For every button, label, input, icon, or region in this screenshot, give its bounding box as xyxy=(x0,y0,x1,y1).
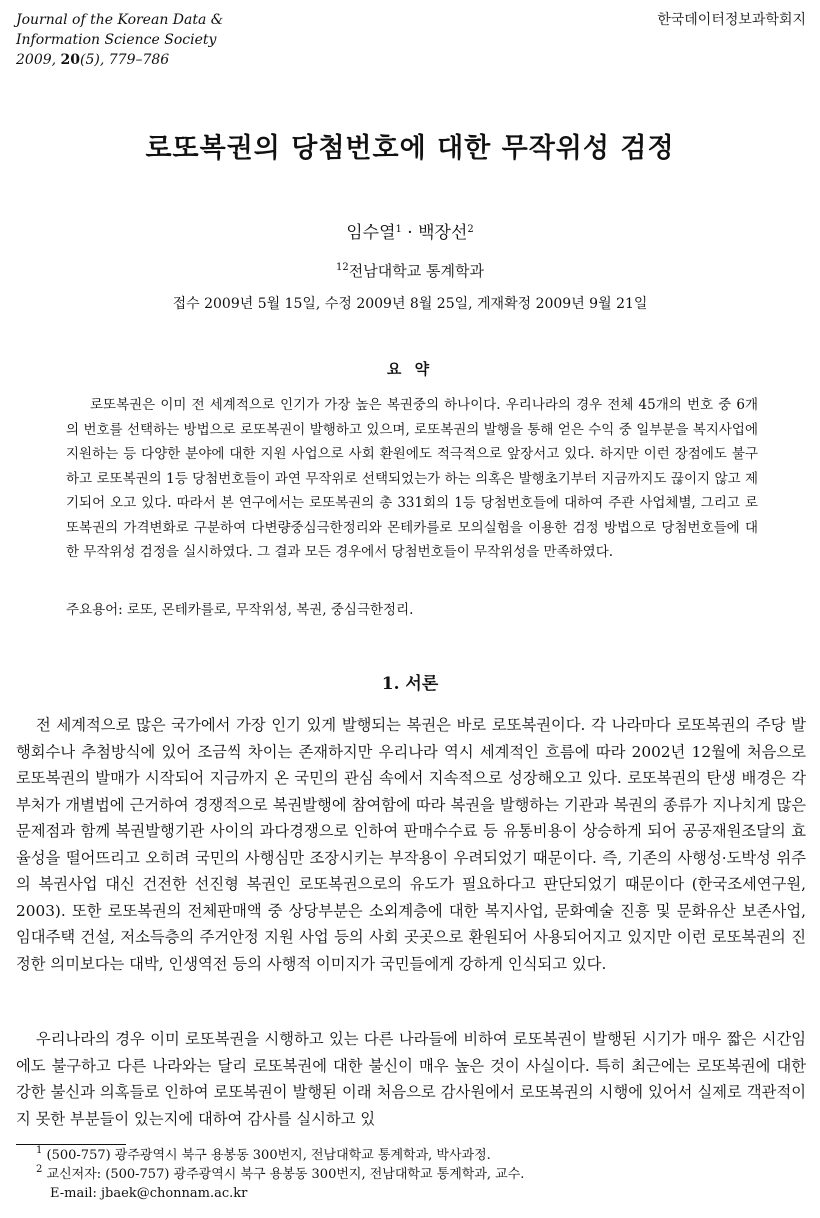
paper-title: 로또복권의 당첨번호에 대한 무작위성 검정 xyxy=(145,133,675,164)
affiliation-sup: 12 xyxy=(336,262,349,273)
journal-year: 2009, xyxy=(16,52,57,68)
footnote-2-mark: 2 xyxy=(36,1164,43,1175)
author-2: 백장선 xyxy=(418,223,468,243)
author-separator: · xyxy=(401,223,419,243)
footnote-email: E-mail: jbaek@chonnam.ac.kr xyxy=(50,1186,248,1201)
affiliation-text: 전남대학교 통계학과 xyxy=(348,262,484,280)
journal-volume: 20 xyxy=(60,52,81,68)
abstract-heading: 요 약 xyxy=(386,360,434,378)
footnote-2-text: 교신저자: (500-757) 광주광역시 북구 용봉동 300번지, 전남대학교 통계학과, 교수. xyxy=(46,1167,525,1182)
footnote-rule xyxy=(16,1144,126,1145)
journal-volume-line xyxy=(16,50,346,70)
footnote-1-mark: 1 xyxy=(36,1145,43,1156)
footnote-1-text: (500-757) 광주광역시 북구 용봉동 300번지, 전남대학교 통계학과, 박사과정. xyxy=(46,1148,491,1163)
body-paragraph-2: 우리나라의 경우 이미 로또복권을 시행하고 있는 다른 나라들에 비하여 로또복권이 발행된 시기가 매우 짧은 시간임에도 불구하고 다른 나라와는 달리 로또복권에 대한 불신이 매우 높은 것이 사실이다. 특히 최근에는 로또복권에 대한 강한 불신과 의혹들로 인하여 로또복권이 발행된 이래 처음으로 감사원에서 로또복권의 시행에 있어서 실제로 객관적이지 못한 부분들이 있는지에 대하여 감사를 실시하고 있 xyxy=(16,1030,806,1128)
journal-name-line2: Information Science Society xyxy=(16,32,217,48)
journal-citation xyxy=(16,10,346,70)
author-2-sup: 2 xyxy=(467,224,474,235)
author-1: 임수열 xyxy=(346,223,396,243)
abstract-text: 로또복권은 이미 전 세계적으로 인기가 가장 높은 복권중의 하나이다. 우리나라의 경우 전체 45개의 번호 중 6개의 번호를 선택하는 방법으로 로또복권이 발행하고 있으며, 로또복권의 발행을 통해 얻은 수익 중 일부분을 복지사업에 지원하는 등 다양한 분야에 대한 지원 사업으로 사회 환원에도 적극적으로 앞장서고 있다. 하지만 이런 장점에도 불구하고 로또복권의 1등 당첨번호들이 과연 무작위로 선택되었는가 하는 의혹은 발행초기부터 지금까지도 끊이지 않고 제기되어 오고 있다. 따라서 본 연구에서는 로또복권의 총 331회의 1등 당첨번호들에 대하여 주관 사업체별, 그리고 로또복권의 가격변화로 구분하여 다변량중심극한정리와 몬테카를로 모의실험을 이용한 검정 방법으로 당첨번호들에 대한 무작위성 검정을 실시하였다. 그 결과 모든 경우에서 당첨번호들이 무작위성을 만족하였다. xyxy=(66,397,758,560)
author-line xyxy=(0,218,820,243)
section-heading: 1. 서론 xyxy=(381,674,439,694)
keywords: 주요용어: 로또, 몬테카를로, 무작위성, 복권, 중심극한정리. xyxy=(66,602,414,618)
body-paragraph-1: 전 세계적으로 많은 국가에서 가장 인기 있게 발행되는 복권은 바로 로또복권이다. 각 나라마다 로또복권의 주당 발행회수나 추첨방식에 있어 조금씩 차이는 존재하지만 우리나라 역시 세계적인 흐름에 따라 2002년 12월에 처음으로 로또복권의 발매가 시작되어 지금까지 온 국민의 관심 속에서 지속적으로 성장해오고 있다. 로또복권의 탄생 배경은 각 부처가 개별법에 근거하여 경쟁적으로 복권발행에 참여함에 따라 복권을 발행하는 기관과 복권의 종류가 지나치게 많은 문제점과 함께 복권발행기관 사이의 과다경쟁으로 인하여 판매수수료 등 유통비용이 상승하게 되어 공공재원조달의 효율성을 떨어뜨리고 오히려 국민의 사행심만 조장시키는 부작용이 우려되었기 때문이다. 즉, 기존의 사행성·도박성 위주의 복권사업 대신 건전한 선진형 복권인 로또복권으로의 유도가 필요하다고 판단되었기 때문이다 (한국조세연구원, 2003). 또한 로또복권의 전체판매액 중 상당부분은 소외계층에 대한 복지사업, 문화예술 진흥 및 문화유산 보존사업, 임대주택 건설, 저소득층의 주거안정 지원 사업 등의 사회 곳곳으로 환원되어 사용되어지고 있지만 이런 로또복권의 진정한 의미보다는 대박, 인생역전 등의 사행적 이미지가 국민들에게 강하게 인식되고 있다. xyxy=(16,716,806,973)
society-name: 한국데이터정보과학회지 xyxy=(657,12,806,28)
affiliation xyxy=(0,260,820,281)
author-1-sup: 1 xyxy=(395,224,402,235)
journal-name-line1: Journal of the Korean Data & xyxy=(16,12,224,28)
submission-dates: 접수 2009년 5월 15일, 수정 2009년 8월 25일, 게재확정 2009년 9월 21일 xyxy=(172,296,648,312)
footnote-2 xyxy=(36,1165,806,1184)
footnote-1 xyxy=(36,1146,806,1165)
journal-issue-pages: (5), 779–786 xyxy=(80,52,170,68)
